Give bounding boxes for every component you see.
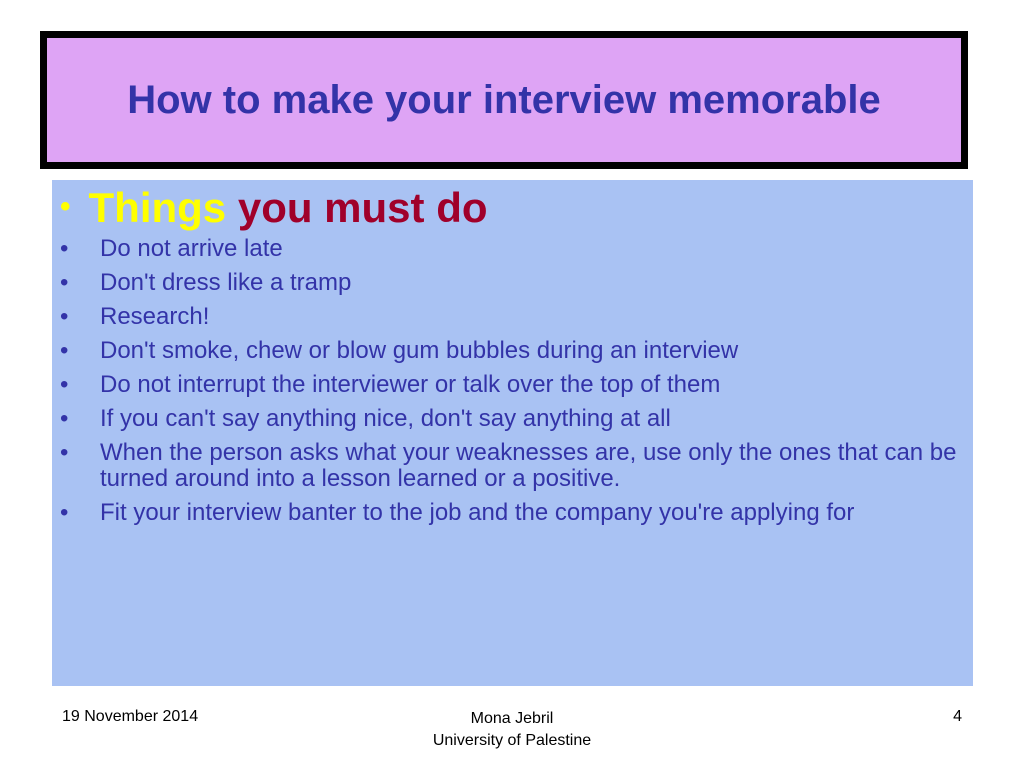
bullet-dot: • [60, 405, 69, 432]
list-item [60, 372, 963, 398]
footer-institution: University of Palestine [432, 732, 592, 749]
list-item [60, 236, 963, 262]
heading-word-things: Things [88, 184, 227, 231]
list-item [60, 304, 963, 330]
bullet-dot: • [60, 371, 69, 398]
list-item-text: Do not interrupt the interviewer or talk over the top of them [100, 371, 721, 398]
list-item [60, 270, 963, 296]
footer-page-number: 4 [953, 708, 962, 725]
section-heading [60, 182, 488, 233]
list-item-text: Research! [100, 303, 210, 330]
list-item-text: When the person asks what your weaknesses are, use only the ones that can be turned around into a lesson learned or a positive. [100, 439, 957, 492]
list-item-text: Fit your interview banter to the job and the company you're applying for [100, 499, 855, 526]
footer-date: 19 November 2014 [62, 708, 199, 725]
bullet-list [60, 236, 963, 534]
slide-title-box [40, 31, 968, 169]
list-item [60, 406, 963, 432]
list-item [60, 500, 963, 526]
content-box [52, 180, 973, 686]
list-item-text: If you can't say anything nice, don't say anything at all [100, 405, 671, 432]
footer-credit [362, 708, 662, 752]
heading-phrase: you must do [237, 184, 488, 231]
list-item [60, 440, 963, 492]
list-item-text: Don't smoke, chew or blow gum bubbles during an interview [100, 337, 739, 364]
list-item [60, 338, 963, 364]
slide-title: How to make your interview memorable [127, 77, 881, 122]
heading-bullet: • [60, 190, 71, 223]
list-item-text: Don't dress like a tramp [100, 269, 352, 296]
footer-author: Mona Jebril [470, 710, 554, 727]
bullet-dot: • [60, 235, 69, 262]
list-item-text: Do not arrive late [100, 235, 283, 262]
bullet-dot: • [60, 439, 69, 466]
bullet-dot: • [60, 269, 69, 296]
bullet-dot: • [60, 303, 69, 330]
bullet-dot: • [60, 337, 69, 364]
bullet-dot: • [60, 499, 69, 526]
